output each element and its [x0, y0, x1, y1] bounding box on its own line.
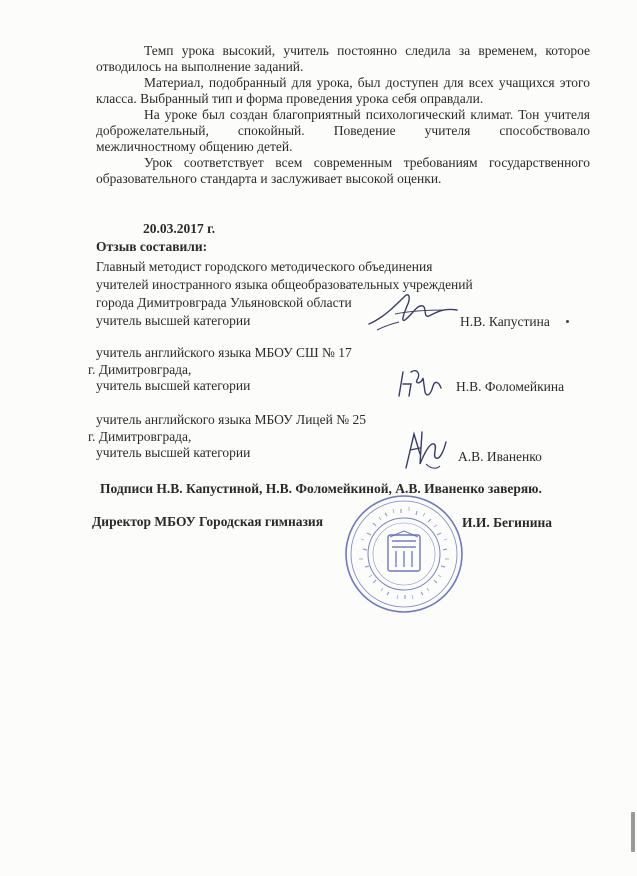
reviewer1-position: Главный методист городского методического объединения	[96, 259, 433, 274]
reviewer1-city: города Димитровграда Ульяновской области	[96, 295, 352, 310]
reviewer2-city: г. Димитровграда,	[88, 362, 192, 377]
reviewer2-position: учитель английского языка МБОУ СШ № 17	[96, 345, 352, 360]
certification-statement: Подписи Н.В. Капустиной, Н.В. Фоломейкиной, А.В. Иваненко заверяю.	[100, 481, 542, 496]
reviewer3-position: учитель английского языка МБОУ Лицей № 25	[96, 412, 366, 427]
official-seal	[343, 493, 465, 615]
reviewer3-name: А.В. Иваненко	[458, 449, 542, 464]
reviewer1-category: учитель высшей категории	[96, 313, 251, 328]
paragraph-climate: На уроке был создан благоприятный психологический климат. Тон учителя доброжелательный, спокойный. Поведение учителя способствовало межличностному общению детей.	[96, 107, 590, 154]
reviewer3-category: учитель высшей категории	[96, 445, 251, 460]
reviewer1-organization: учителей иностранного языка общеобразовательных учреждений	[96, 277, 473, 292]
scan-speck	[566, 320, 569, 323]
reviewer3-city: г. Димитровграда,	[88, 429, 192, 444]
review-date: 20.03.2017 г.	[143, 221, 216, 236]
paragraph-tempo: Темп урока высокий, учитель постоянно следила за временем, которое отводилось на выполнение заданий.	[96, 43, 590, 74]
reviewer2-category: учитель высшей категории	[96, 378, 251, 393]
reviewers-heading: Отзыв составили:	[96, 239, 208, 254]
reviewer2-name: Н.В. Фоломейкина	[456, 379, 565, 394]
paragraph-conclusion: Урок соответствует всем современным требованиям государственного образовательного стандарта и заслуживает высокой оценки.	[96, 155, 590, 186]
director-title: Директор МБОУ Городская гимназия	[92, 514, 324, 529]
scan-edge-mark	[631, 812, 635, 852]
reviewer1-name: Н.В. Капустина	[460, 314, 550, 329]
paragraph-material: Материал, подобранный для урока, был доступен для всех учащихся этого класса. Выбранный тип и форма проведения урока себя оправдали.	[96, 75, 590, 106]
director-name: И.И. Бегинина	[462, 515, 553, 530]
